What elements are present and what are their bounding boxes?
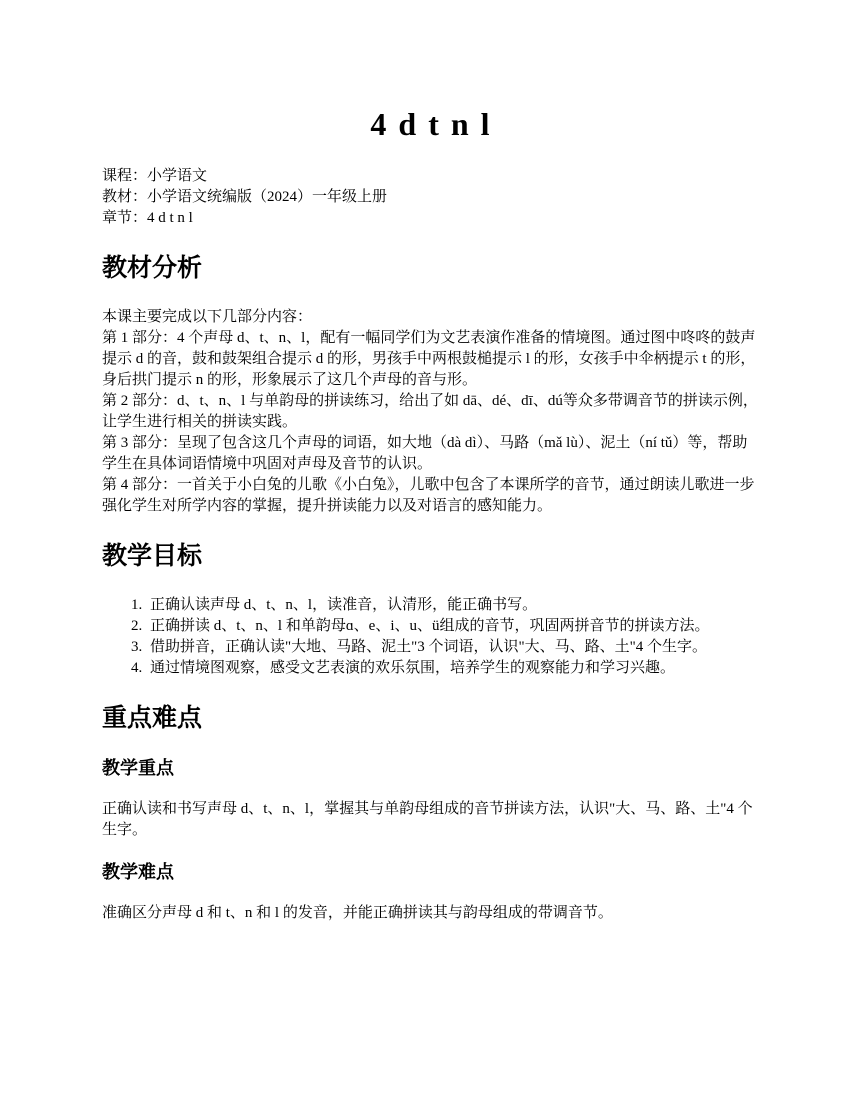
section-heading-analysis: 教材分析 [102,253,203,282]
analysis-part: 第 1 部分：4 个声母 d、t、n、l，配有一幅同学们为文艺表演作准备的情境图。通过图中咚咚的鼓声提示 d 的音，鼓和鼓架组合提示 d 的形，男孩手中两根鼓槌提示 l 的形，女孩手中伞柄提示 t 的形，身后拱门提示 n 的形，形象展示了这几个声母的音与形。 [102,330,756,388]
subheading-teaching-focus: 教学重点 [102,758,174,779]
teaching-difficulty-text: 准确区分声母 d 和 t、n 和 l 的发音，并能正确拼读其与韵母组成的带调音节。 [102,905,613,921]
meta-textbook: 教材：小学语文统编版（2024）一年级上册 [102,189,388,205]
objective-item: 1. 正确认读声母 d、t、n、l，读准音，认清形，能正确书写。 [146,595,760,616]
meta-chapter: 章节：4 d t n l [102,210,193,226]
analysis-part: 第 3 部分：呈现了包含这几个声母的词语，如大地（dà dì）、马路（mǎ lù）、泥土（ní tǔ）等，帮助学生在具体词语情境中巩固对声母及音节的认识。 [102,435,748,472]
analysis-intro: 本课主要完成以下几部分内容： [102,309,313,325]
meta-course: 课程：小学语文 [102,168,208,184]
section-heading-key-points: 重点难点 [102,703,203,732]
document-title: 4 d t n l [370,106,492,142]
objectives-list [102,595,760,679]
section-textbook-analysis [102,251,760,517]
objective-item: 4. 通过情境图观察，感受文艺表演的欢乐氛围，培养学生的观察能力和学习兴趣。 [146,658,760,679]
teaching-focus-text: 正确认读和书写声母 d、t、n、l，掌握其与单韵母组成的音节拼读方法，认识"大、马、路、土"4 个生字。 [102,801,753,838]
course-meta [102,166,760,229]
section-teaching-objectives [102,539,760,679]
section-heading-objectives: 教学目标 [102,541,203,570]
analysis-part: 第 4 部分：一首关于小白兔的儿歌《小白兔》，儿歌中包含了本课所学的音节，通过朗读儿歌进一步强化学生对所学内容的掌握，提升拼读能力以及对语言的感知能力。 [102,477,755,514]
analysis-body [102,307,760,517]
analysis-part: 第 2 部分：d、t、n、l 与单韵母的拼读练习，给出了如 dā、dé、dī、dú等众多带调音节的拼读示例，让学生进行相关的拼读实践。 [102,393,758,430]
objective-item: 2. 正确拼读 d、t、n、l 和单韵母ɑ、e、i、u、ü组成的音节，巩固两拼音节的拼读方法。 [146,616,760,637]
section-key-points [102,701,760,924]
subheading-teaching-difficulty: 教学难点 [102,862,174,883]
objective-item: 3. 借助拼音，正确认读"大地、马路、泥土"3 个词语，认识"大、马、路、土"4 个生字。 [146,637,760,658]
